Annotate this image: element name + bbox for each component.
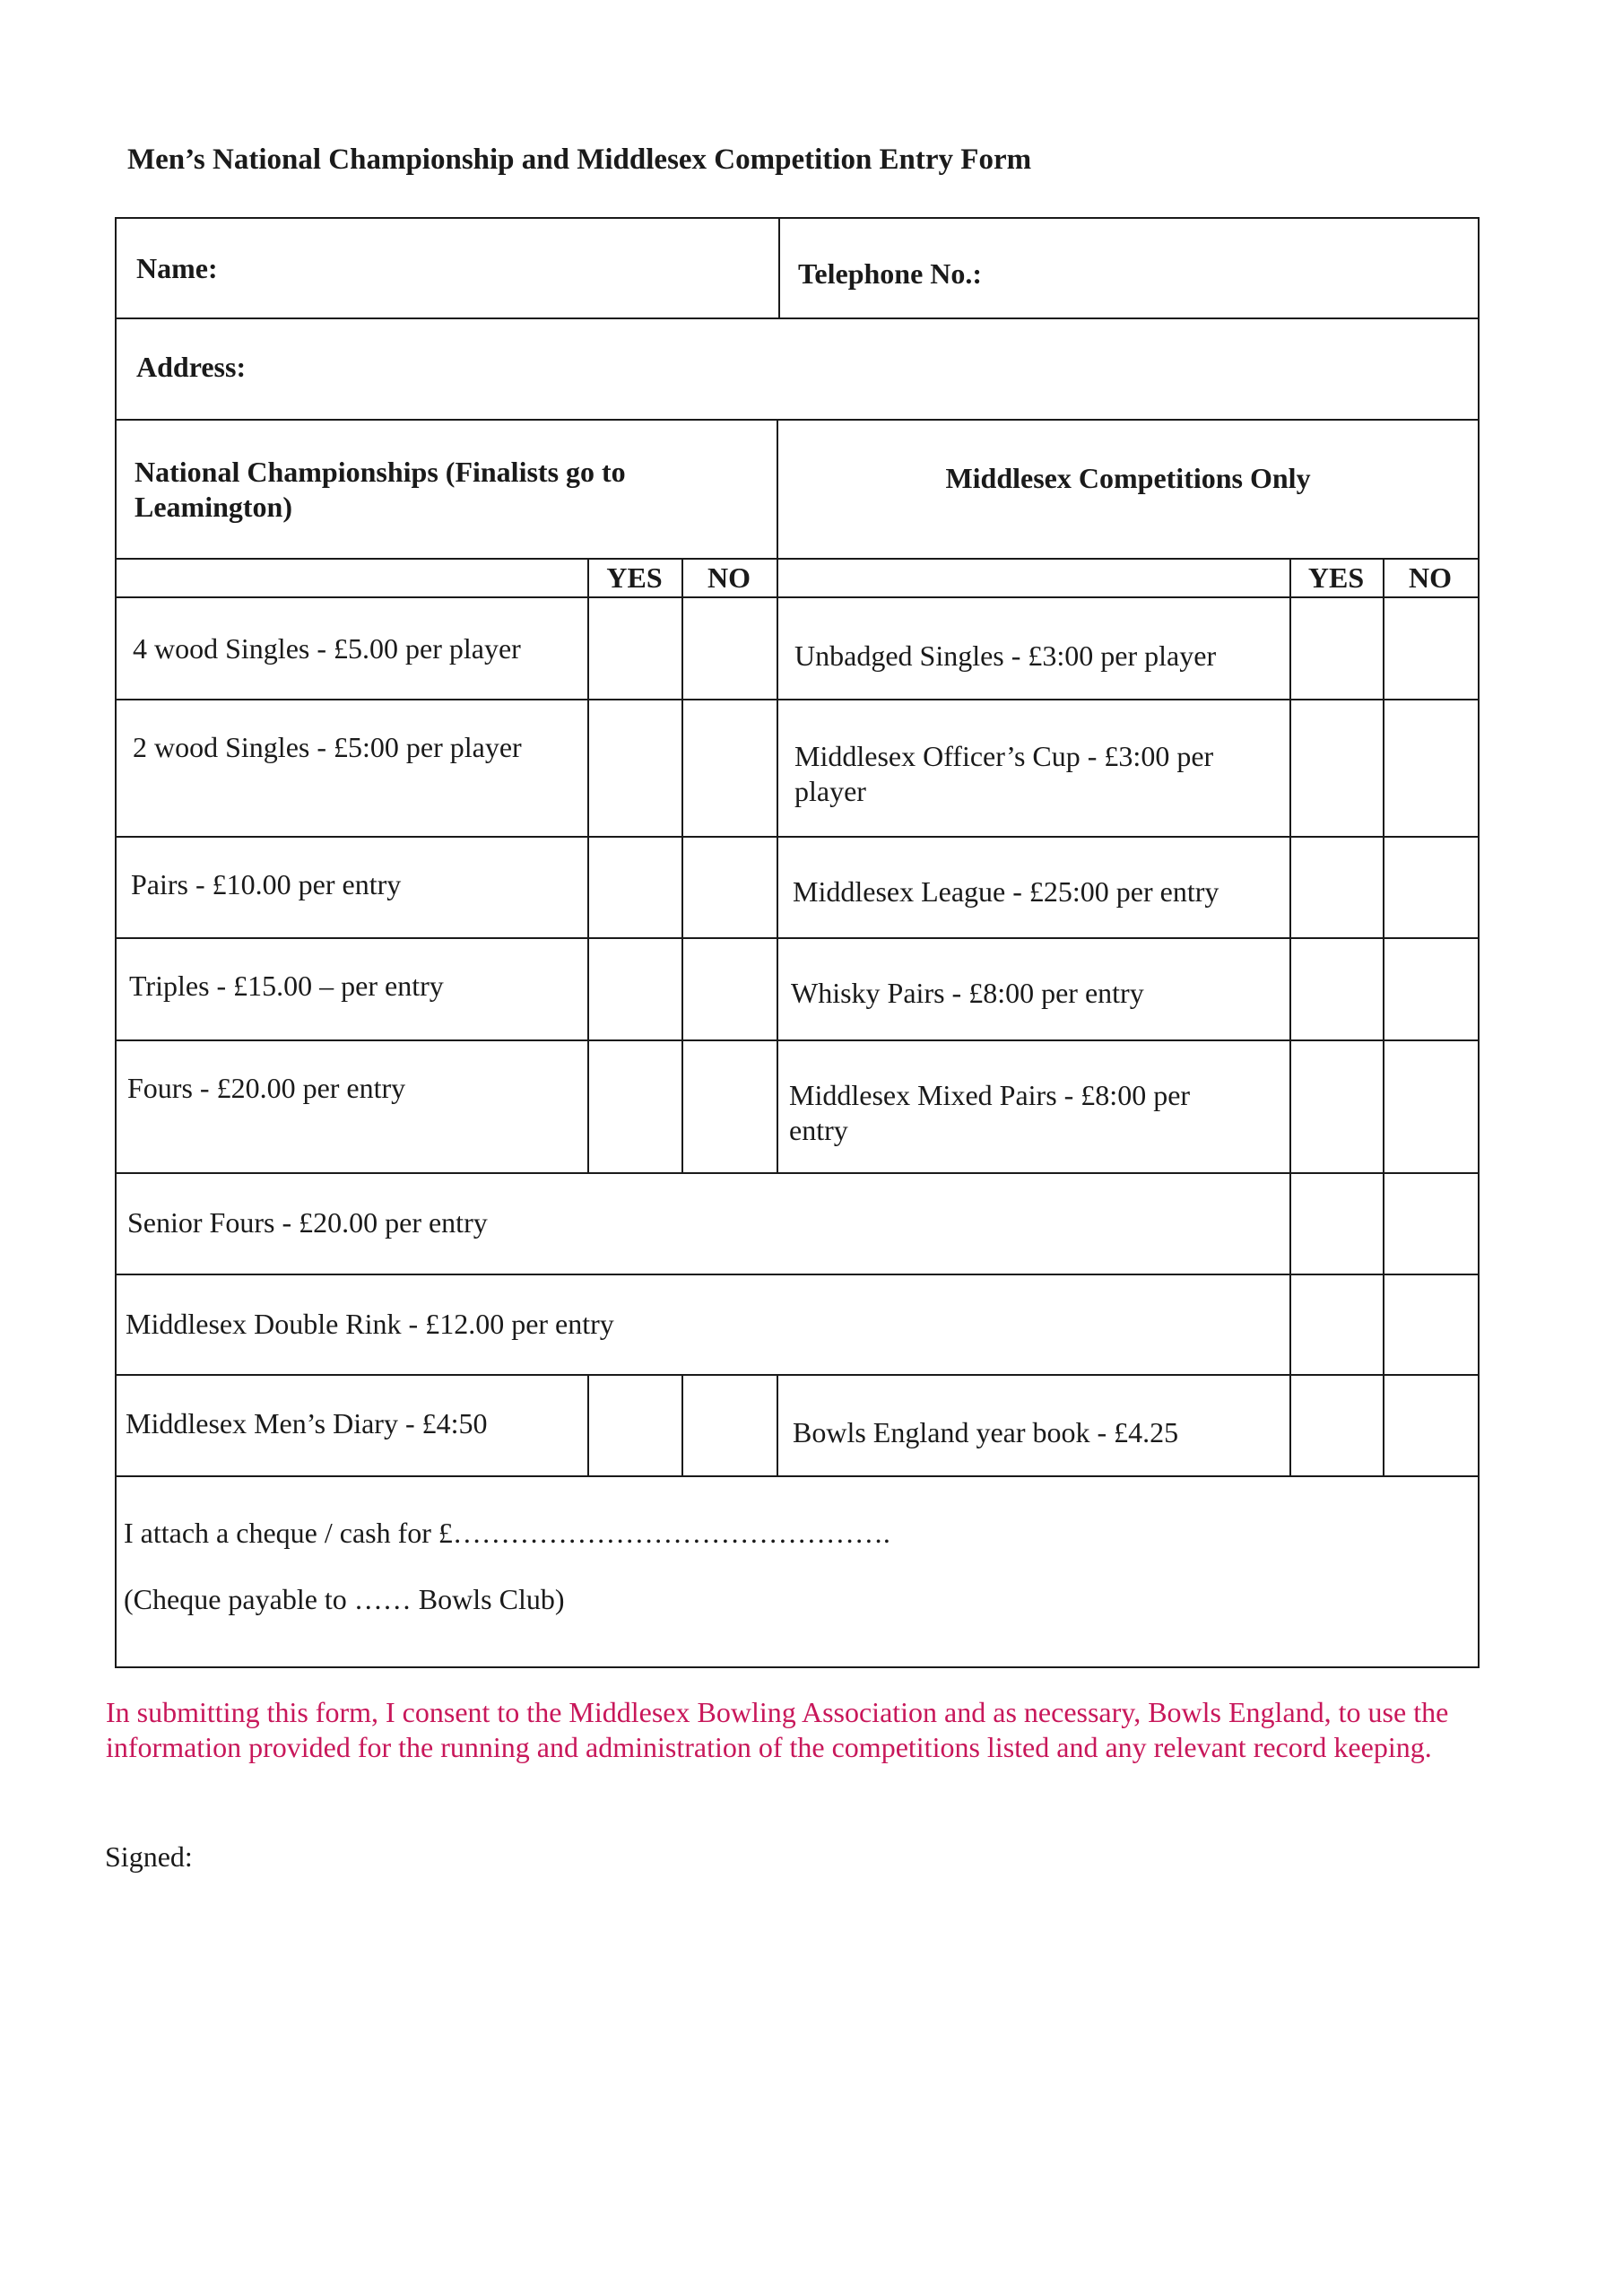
national-row-yes-box[interactable] [589,598,680,697]
mens-diary-no-box[interactable] [683,1376,775,1474]
national-row-label: Fours - £20.00 per entry [127,1072,406,1104]
yes-header-middlesex: YES [1307,561,1365,594]
year-book-no-box[interactable] [1384,1376,1476,1474]
telephone-field[interactable] [1011,226,1469,311]
double-rink-no-box[interactable] [1384,1275,1476,1372]
national-row-yes-box[interactable] [589,939,680,1038]
middlesex-row-no-box[interactable] [1384,838,1476,935]
telephone-label: Telephone No.: [798,257,983,290]
national-row-no-box[interactable] [683,838,775,935]
rule [115,836,1480,838]
no-header-middlesex: NO [1409,561,1452,594]
middlesex-row-label: Middlesex League - £25:00 per entry [793,875,1219,908]
mens-diary-label: Middlesex Men’s Diary - £4:50 [126,1407,488,1439]
middlesex-row-label-line1: Middlesex Officer’s Cup - £3:00 per [794,740,1214,772]
form-title: Men’s National Championship and Middlesex Competition Entry Form [127,144,1032,176]
national-heading-line2: Leamington) [135,491,292,523]
rule [115,1374,1480,1376]
middlesex-heading: Middlesex Competitions Only [945,462,1311,494]
middlesex-row-label-line2: player [794,775,866,807]
middlesex-row-label: Whisky Pairs - £8:00 per entry [791,977,1144,1009]
rule [115,596,1480,598]
senior-fours-yes-box[interactable] [1291,1174,1381,1272]
national-row-yes-box[interactable] [589,700,680,834]
rule [115,1172,1480,1174]
rule [777,1374,778,1475]
middlesex-row-no-box[interactable] [1384,700,1476,834]
national-row-label: Pairs - £10.00 per entry [131,868,402,900]
consent-statement: In submitting this form, I consent to the Middlesex Bowling Association and as necessary, Bowls England, to use the information provided for the running and administration of the competitions listed and any relevant record keeping. [106,1696,1449,1763]
national-row-no-box[interactable] [683,598,775,697]
mens-diary-yes-box[interactable] [589,1376,680,1474]
yes-header-national: YES [606,561,663,594]
middlesex-row-yes-box[interactable] [1291,598,1381,697]
national-row-no-box[interactable] [683,939,775,1038]
middlesex-row-yes-box[interactable] [1291,700,1381,834]
rule [778,217,780,317]
signed-label: Signed: [105,1840,193,1873]
name-field[interactable] [258,226,769,311]
rule [777,419,778,1172]
national-row-label: Triples - £15.00 – per entry [129,970,444,1002]
national-heading-line1: National Championships (Finalists go to [135,456,626,488]
address-label: Address: [136,351,247,383]
rule [115,1274,1480,1275]
middlesex-row-yes-box[interactable] [1291,1041,1381,1170]
national-row-no-box[interactable] [683,700,775,834]
rule [115,1039,1480,1041]
national-row-no-box[interactable] [683,1041,775,1170]
middlesex-row-yes-box[interactable] [1291,939,1381,1038]
rule [115,317,1480,319]
middlesex-row-label-line2: entry [789,1114,848,1146]
senior-fours-no-box[interactable] [1384,1174,1476,1272]
senior-fours-label: Senior Fours - £20.00 per entry [127,1206,488,1239]
rule [115,937,1480,939]
table-border-right [1478,217,1480,1668]
address-field[interactable] [285,325,1469,414]
middlesex-row-label: Unbadged Singles - £3:00 per player [794,639,1217,672]
national-row-label: 2 wood Singles - £5:00 per player [133,731,522,763]
cheque-amount-field[interactable] [491,1509,1074,1553]
national-row-yes-box[interactable] [589,838,680,935]
rule [115,419,1480,421]
table-border-top [115,217,1480,219]
table-border-left [115,217,117,1668]
rule [115,558,1480,560]
middlesex-row-no-box[interactable] [1384,939,1476,1038]
year-book-label: Bowls England year book - £4.25 [793,1416,1179,1448]
double-rink-label: Middlesex Double Rink - £12.00 per entry [126,1308,614,1340]
entry-form-table [115,217,1480,1668]
middlesex-row-no-box[interactable] [1384,598,1476,697]
double-rink-yes-box[interactable] [1291,1275,1381,1372]
middlesex-row-no-box[interactable] [1384,1041,1476,1170]
name-label: Name: [136,252,218,284]
middlesex-row-yes-box[interactable] [1291,838,1381,935]
no-header-national: NO [707,561,751,594]
rule [115,699,1480,700]
payable-to-line: (Cheque payable to …… Bowls Club) [124,1583,565,1615]
national-row-label: 4 wood Singles - £5.00 per player [133,632,521,665]
national-row-yes-box[interactable] [589,1041,680,1170]
cheque-amount-line: I attach a cheque / cash for £………………………………………. [124,1517,890,1549]
year-book-yes-box[interactable] [1291,1376,1381,1474]
table-border-bottom [115,1666,1480,1668]
signature-field[interactable] [215,1830,933,1874]
middlesex-row-label-line1: Middlesex Mixed Pairs - £8:00 per [789,1079,1191,1111]
rule [115,1475,1480,1477]
